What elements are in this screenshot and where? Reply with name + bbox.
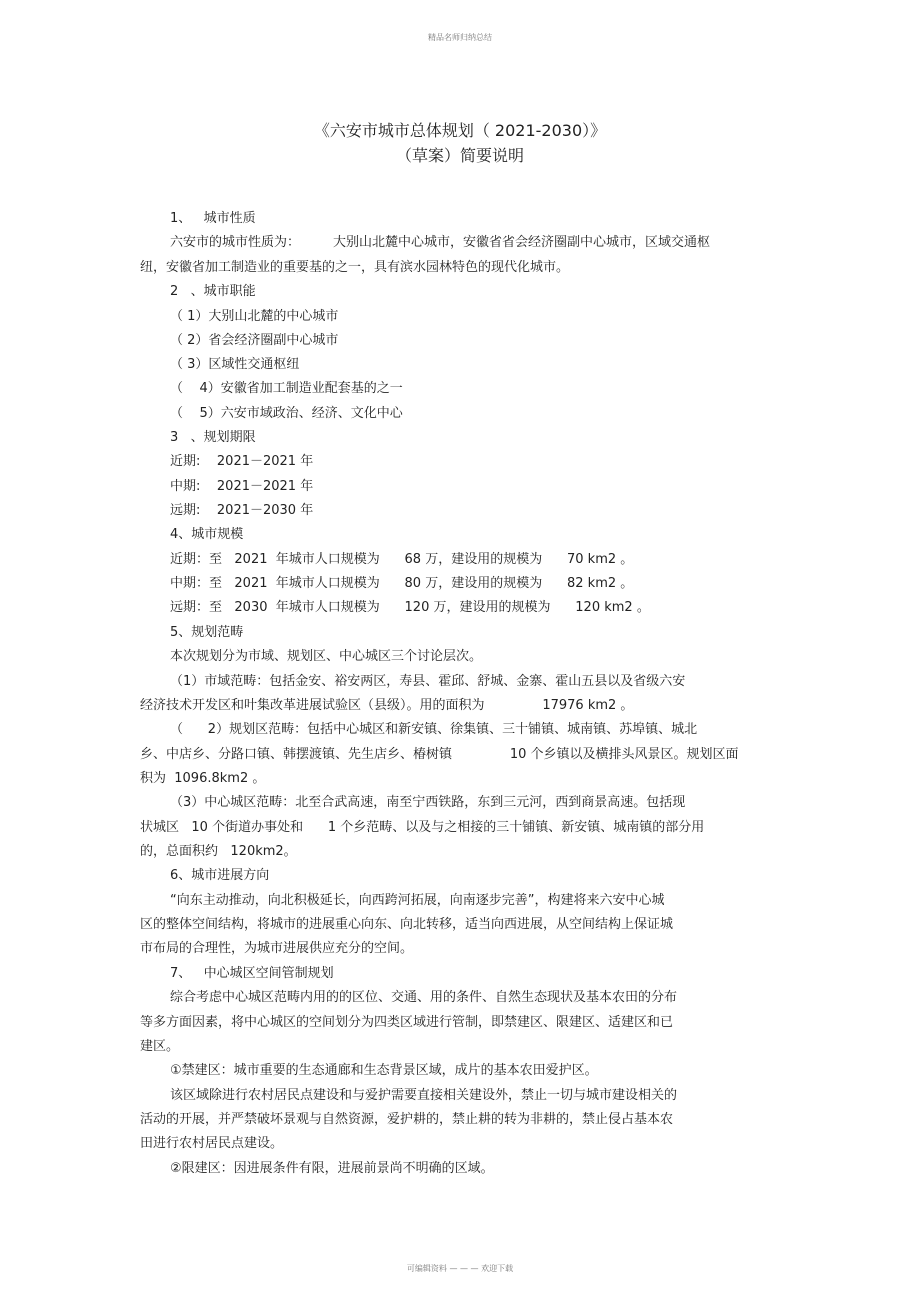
list-item: （ 5）六安市域政治、经济、文化中心 [170, 406, 403, 421]
paragraph-line: 综合考虑中心城区范畴内用的的区位、交通、用的条件、自然生态现状及基本农田的分布 [170, 990, 678, 1005]
paragraph-line: “向东主动推动，向北积极延长，向西跨河拓展，向南逐步完善”，构建将来六安中心城 [170, 893, 665, 908]
paragraph-line: 活动的开展，并严禁破坏景观与自然资源，爱护耕的，禁止耕的转为非耕的，禁止侵占基本农 [140, 1112, 674, 1127]
paragraph-line: 的，总面积约 120km2。 [140, 844, 297, 859]
paragraph-line: 六安市的城市性质为： 大别山北麓中心城市，安徽省省会经济圈副中心城市，区域交通枢 [170, 235, 711, 250]
document-title: 《六安市城市总体规划（ 2021-2030）》 [313, 121, 607, 140]
scale-item: 近期：至 2021 年城市人口规模为 68 万，建设用的规模为 70 km2 。 [170, 552, 634, 567]
paragraph-line: 建区。 [140, 1039, 180, 1054]
list-item: （ 4）安徽省加工制造业配套基的之一 [170, 381, 403, 396]
paragraph-line: 本次规划分为市域、规划区、中心城区三个讨论层次。 [170, 649, 483, 664]
paragraph-line: 状城区 10 个街道办事处和 1 个乡范畴、以及与之相接的三十铺镇、新安镇、城南镇的部分用 [140, 820, 705, 835]
paragraph-line: ①禁建区：城市重要的生态通廊和生态背景区域，成片的基本农田爱护区。 [170, 1063, 598, 1078]
paragraph-line: 经济技术开发区和叶集改革进展试验区（县级）。用的面积为 17976 km2 。 [140, 698, 634, 713]
section-heading: 6、城市进展方向 [170, 868, 270, 883]
scale-item: 远期：至 2030 年城市人口规模为 120 万，建设用的规模为 120 km2 。 [170, 600, 650, 615]
section-heading: 3 、规划期限 [170, 430, 256, 445]
list-item: （ 3）区域性交通枢纽 [170, 357, 300, 372]
page-footer: 可编辑资料 — — — 欢迎下载 [406, 1264, 514, 1273]
paragraph-line: （ 2）规划区范畴：包括中心城区和新安镇、徐集镇、三十铺镇、城南镇、苏埠镇、城北 [170, 722, 698, 737]
section-heading: 2 、城市职能 [170, 284, 256, 299]
section-heading: 1、 城市性质 [170, 211, 256, 226]
list-item: （ 1）大别山北麓的中心城市 [170, 309, 339, 324]
paragraph-line: 等多方面因素，将中心城区的空间划分为四类区域进行管制，即禁建区、限建区、适建区和已 [140, 1015, 674, 1030]
paragraph-line: 田进行农村居民点建设。 [140, 1136, 284, 1151]
paragraph-line: 纽，安徽省加工制造业的重要基的之一，具有滨水园林特色的现代化城市。 [140, 260, 570, 275]
section-heading: 7、 中心城区空间管制规划 [170, 966, 334, 981]
paragraph-line: 乡、中店乡、分路口镇、韩摆渡镇、先生店乡、椿树镇 10 个乡镇以及横排头风景区。规划区面 [140, 747, 739, 762]
period-item: 近期: 2021－2021 年 [170, 454, 314, 469]
section-heading: 4、城市规模 [170, 527, 244, 542]
paragraph-line: （1）市域范畴：包括金安、裕安两区，寿县、霍邱、舒城、金寨、霍山五县以及省级六安 [170, 674, 686, 689]
scale-item: 中期：至 2021 年城市人口规模为 80 万，建设用的规模为 82 km2 。 [170, 576, 634, 591]
page-header: 精品名师归纳总结 [428, 33, 492, 42]
paragraph-line: ②限建区：因进展条件有限，进展前景尚不明确的区域。 [170, 1161, 494, 1176]
paragraph-line: 积为 1096.8km2 。 [140, 771, 266, 786]
list-item: （ 2）省会经济圈副中心城市 [170, 333, 339, 348]
paragraph-line: 该区域除进行农村居民点建设和与爱护需要直接相关建设外，禁止一切与城市建设相关的 [170, 1088, 678, 1103]
document-subtitle: （草案）简要说明 [395, 146, 524, 165]
paragraph-line: 区的整体空间结构，将城市的进展重心向东、向北转移，适当向西进展，从空间结构上保证城 [140, 917, 674, 932]
section-heading: 5、规划范畴 [170, 625, 244, 640]
period-item: 远期: 2021－2030 年 [170, 503, 314, 518]
period-item: 中期: 2021－2021 年 [170, 479, 314, 494]
paragraph-line: （3）中心城区范畴：北至合武高速，南至宁西铁路，东到三元河，西到商景高速。包括现 [170, 795, 686, 810]
paragraph-line: 市布局的合理性，为城市进展供应充分的空间。 [140, 941, 414, 956]
